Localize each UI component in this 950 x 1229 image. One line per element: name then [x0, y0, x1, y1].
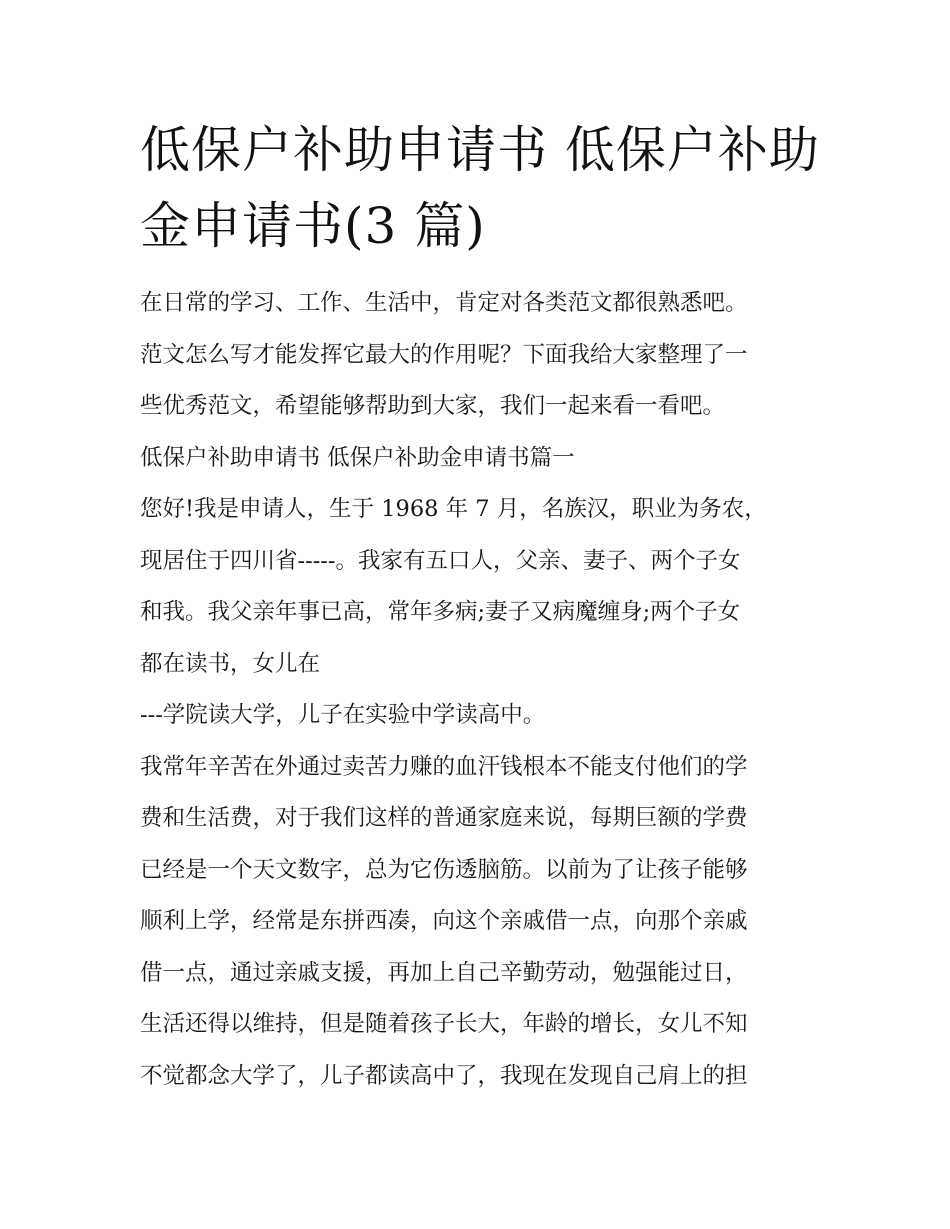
document-title: [140, 112, 820, 264]
body-line: 您好!我是申请人，生于 1968 年 7 月，名族汉，职业为务农，: [140, 496, 767, 522]
body-line: 些优秀范文，希望能够帮助到大家，我们一起来看一看吧。: [140, 393, 726, 419]
title-line-1: 低保户补助申请书 低保户补助: [140, 121, 820, 179]
body-line: 生活还得以维持，但是随着孩子长大，年龄的增长，女儿不知: [140, 1011, 748, 1037]
section-heading: 低保户补助申请书 低保户补助金申请书篇一: [140, 444, 575, 471]
body-line: 费和生活费，对于我们这样的普通家庭来说，每期巨额的学费: [140, 805, 748, 831]
body-line: 现居住于四川省-----。我家有五口人，父亲、妻子、两个子女: [140, 547, 741, 574]
body-line: 和我。我父亲年事已高，常年多病;妻子又病魔缠身;两个子女: [140, 599, 741, 625]
body-line: 不觉都念大学了，儿子都读高中了，我现在发现自己肩上的担: [140, 1062, 748, 1089]
body-line: 已经是一个天文数字，总为它伤透脑筋。以前为了让孩子能够: [140, 856, 748, 883]
document-body: [140, 278, 820, 1102]
body-line: 都在读书，女儿在: [140, 650, 321, 677]
body-line: 我常年辛苦在外通过卖苦力赚的血汗钱根本不能支付他们的学: [140, 753, 748, 780]
body-line: 范文怎么写才能发挥它最大的作用呢？下面我给大家整理了一: [140, 341, 748, 368]
body-line: ---学院读大学，儿子在实验中学读高中。: [140, 702, 546, 728]
title-line-2: 金申请书(3 篇): [140, 197, 486, 255]
body-line: 借一点，通过亲戚支援，再加上自己辛勤劳动，勉强能过日，: [140, 959, 748, 986]
body-line: 顺利上学，经常是东拼西凑，向这个亲戚借一点，向那个亲戚: [140, 908, 748, 934]
body-line: 在日常的学习、工作、生活中，肯定对各类范文都很熟悉吧。: [140, 290, 748, 316]
